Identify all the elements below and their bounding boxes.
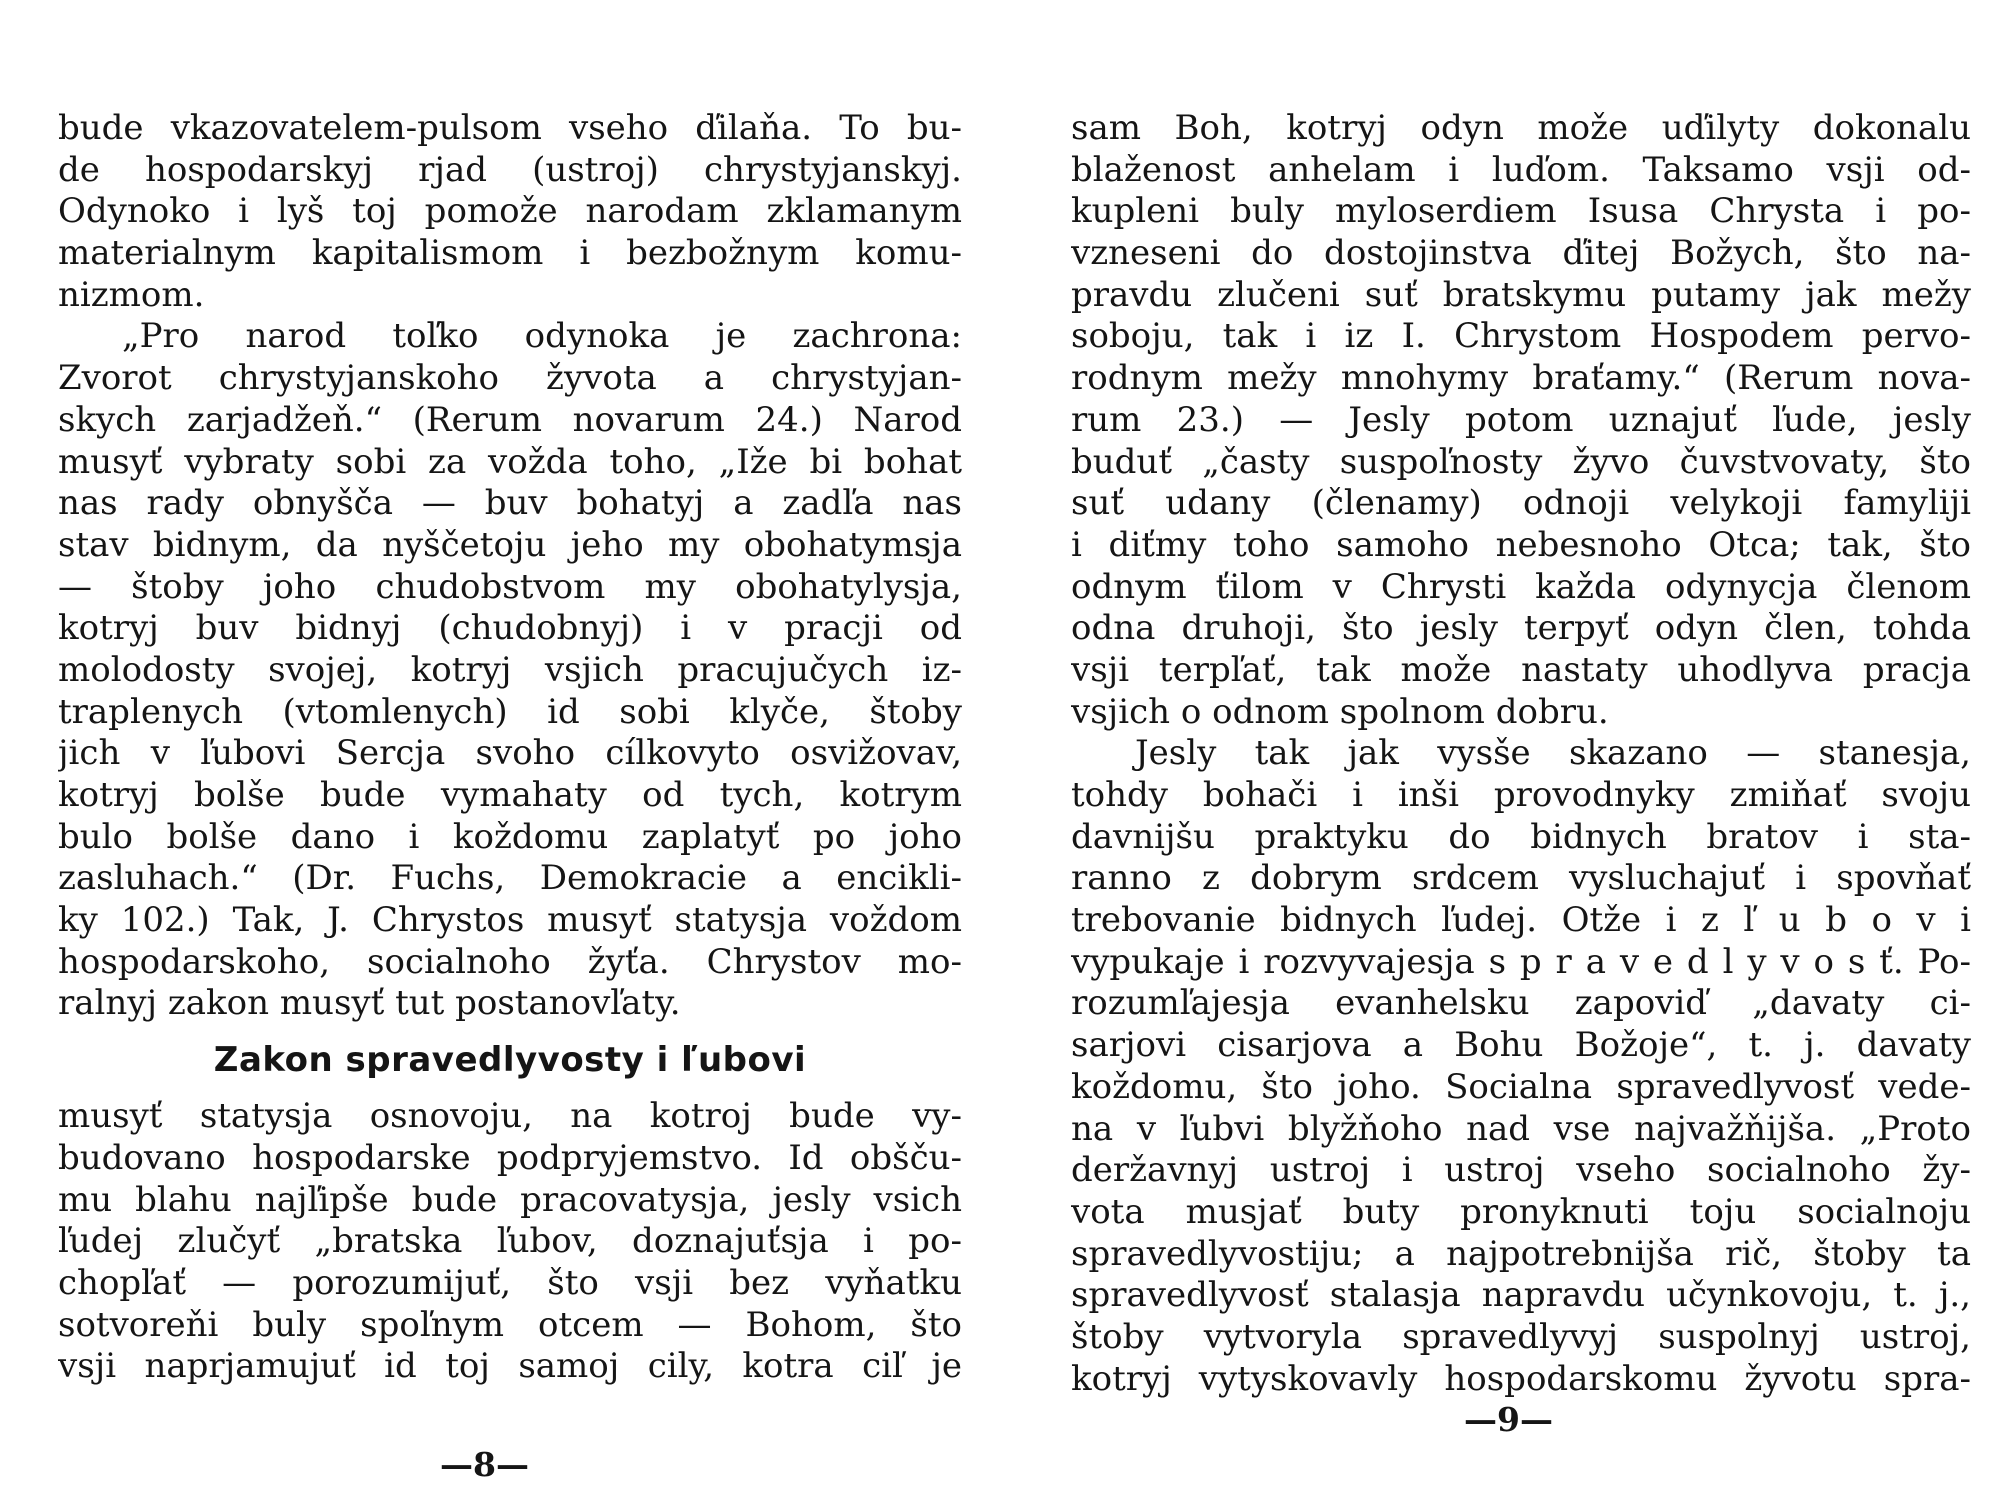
text-line: vzneseni do dostojinstva ďitej Božych, što na- bbox=[1071, 233, 1971, 274]
text-line: vypukaje i rozvyvajesja s p r a v e d l y v o s ť. Po- bbox=[1071, 941, 1971, 982]
text-line: Zvorot chrystyjanskoho žyvota a chrystyjan- bbox=[58, 358, 962, 399]
text-line: buduť „časty suspoľnosty žyvo čuvstvovaty, što bbox=[1071, 441, 1971, 482]
text-line: trebovanie bidnych ľudej. Otže i z ľ u b o v i bbox=[1071, 900, 1971, 941]
text-line: kotryj bolše bude vymahaty od tych, kotrym bbox=[58, 775, 962, 815]
text-line: nizmom. bbox=[58, 274, 205, 315]
page-9 bbox=[1001, 0, 2002, 1500]
text-line: materialnym kapitalismom i bezbožnym komu- bbox=[58, 233, 962, 274]
text-line: budovano hospodarske podpryjemstvo. Id obšču- bbox=[58, 1137, 962, 1178]
text-line: chopľať — porozumijuť, što vsji bez vyňatku bbox=[58, 1262, 962, 1303]
text-line: zasluhach.“ (Dr. Fuchs, Demokracie a encikli- bbox=[58, 858, 962, 899]
text-line: deržavnyj ustroj i ustroj vseho socialnoho žy- bbox=[1071, 1150, 1971, 1191]
text-line: stav bidnym, da nyščetoju jeho my obohatymsja bbox=[58, 524, 962, 565]
text-line: rodnym mežy mnohymy braťamy.“ (Rerum nova- bbox=[1071, 358, 1971, 399]
text-line: spravedlyvosť stalasja napravdu učynkovoju, t. j., bbox=[1071, 1275, 1971, 1316]
text-line: bulo bolše dano i koždomu zaplatyť po joho bbox=[58, 816, 962, 857]
page-number: —9— bbox=[1464, 1400, 1553, 1439]
text-line: sarjovi cisarjova a Bohu Božoje“, t. j. davaty bbox=[1071, 1025, 1971, 1066]
page-number: —8— bbox=[440, 1445, 529, 1484]
text-line: spravedlyvostiju; a najpotrebnijša rič, štoby ta bbox=[1071, 1233, 1971, 1274]
text-line: ky 102.) Tak, J. Chrystos musyť statysja voždom bbox=[58, 900, 962, 941]
text-line: hospodarskoho, socialnoho žyťa. Chrystov mo- bbox=[58, 941, 962, 982]
section-heading: Zakon spravedlyvosty i ľubovi bbox=[213, 1040, 807, 1081]
text-line: davnijšu praktyku do bidnych bratov i sta- bbox=[1071, 816, 1971, 857]
text-line: musyť vybraty sobi za vožda toho, „Iže bi bohat bbox=[58, 441, 962, 482]
text-line: kupleni buly myloserdiem Isusa Chrysta i po- bbox=[1071, 191, 1971, 232]
text-line: skych zarjadžeň.“ (Rerum novarum 24.) Narod bbox=[58, 399, 962, 440]
text-line: pravdu zlučeni suť bratskymu putamy jak mežy bbox=[1071, 274, 1971, 315]
text-line: ľudej zlučyť „bratska ľubov, doznajuťsja i po- bbox=[58, 1221, 962, 1262]
text-line: ranno z dobrym srdcem vysluchajuť i spovňať bbox=[1071, 858, 1971, 899]
text-line: sotvoreňi buly spoľnym otcem — Bohom, što bbox=[58, 1304, 962, 1345]
text-line: Odynoko i lyš toj pomože narodam zklamanym bbox=[58, 191, 962, 232]
text-line: suť udany (členamy) odnoji velykoji famyliji bbox=[1071, 483, 1971, 524]
text-line: vsji naprjamujuť id toj samoj cily, kotra ciľ je bbox=[58, 1346, 962, 1387]
text-line: jich v ľubovi Sercja svoho cílkovyto osvižovav, bbox=[58, 733, 962, 774]
text-line: štoby vytvoryla spravedlyvyj suspolnyj ustroj, bbox=[1071, 1316, 1971, 1357]
text-line: Jesly tak jak vysše skazano — stanesja, bbox=[1135, 733, 1971, 774]
text-line: traplenych (vtomlenych) id sobi klyče, štoby bbox=[58, 691, 962, 732]
text-line: molodosty svojej, kotryj vsjich pracujučych iz- bbox=[58, 649, 962, 690]
text-line: ralnyj zakon musyť tut postanovľaty. bbox=[58, 983, 681, 1024]
text-line: vsji terpľať, tak može nastaty uhodlyva pracja bbox=[1071, 649, 1971, 690]
text-line: „Pro narod toľko odynoka je zachrona: bbox=[122, 316, 962, 357]
text-line: soboju, tak i iz I. Chrystom Hospodem pervo- bbox=[1071, 316, 1971, 357]
text-line: de hospodarskyj rjad (ustroj) chrystyjanskyj. bbox=[58, 149, 962, 190]
text-line: musyť statysja osnovoju, na kotroj bude vy- bbox=[58, 1096, 962, 1137]
text-line: odnym ťilom v Chrysti každa odynycja členom bbox=[1071, 566, 1971, 607]
text-line: sam Boh, kotryj odyn može uďilyty dokonalu bbox=[1071, 108, 1971, 148]
text-line: kotryj vytyskovavly hospodarskomu žyvotu spra- bbox=[1071, 1358, 1971, 1399]
text-line: bude vkazovatelem-pulsom vseho ďilaňa. To bu- bbox=[58, 108, 962, 148]
text-line: rozumľajesja evanhelsku zapoviď „davaty ci- bbox=[1071, 983, 1971, 1024]
text-line: tohdy bohači i inši provodnyky zmiňať svoju bbox=[1071, 775, 1971, 815]
text-line: kotryj buv bidnyj (chudobnyj) i v pracji od bbox=[58, 608, 962, 649]
text-line: i diťmy toho samoho nebesnoho Otca; tak, što bbox=[1071, 524, 1971, 565]
text-line: rum 23.) — Jesly potom uznajuť ľude, jesly bbox=[1071, 399, 1971, 440]
page-8-text bbox=[58, 108, 962, 1388]
text-line: — štoby joho chudobstvom my obohatylysja, bbox=[58, 566, 962, 607]
text-line: mu blahu najľipše bude pracovatysja, jesly vsich bbox=[58, 1179, 962, 1220]
text-line: odna druhoji, što jesly terpyť odyn člen, tohda bbox=[1071, 608, 1971, 649]
text-line: nas rady obnyšča — buv bohatyj a zadľa nas bbox=[58, 483, 962, 524]
text-line: koždomu, što joho. Socialna spravedlyvosť vede- bbox=[1071, 1066, 1971, 1107]
text-line: vota musjať buty pronyknuti toju socialnoju bbox=[1071, 1191, 1971, 1232]
page-9-text bbox=[1071, 108, 1971, 1400]
text-line: blaženost anhelam i luďom. Taksamo vsji od- bbox=[1071, 149, 1971, 190]
text-line: vsjich o odnom spolnom dobru. bbox=[1071, 691, 1609, 732]
text-line: na v ľubvi blyžňoho nad vse najvažňijša. „Proto bbox=[1071, 1108, 1971, 1149]
